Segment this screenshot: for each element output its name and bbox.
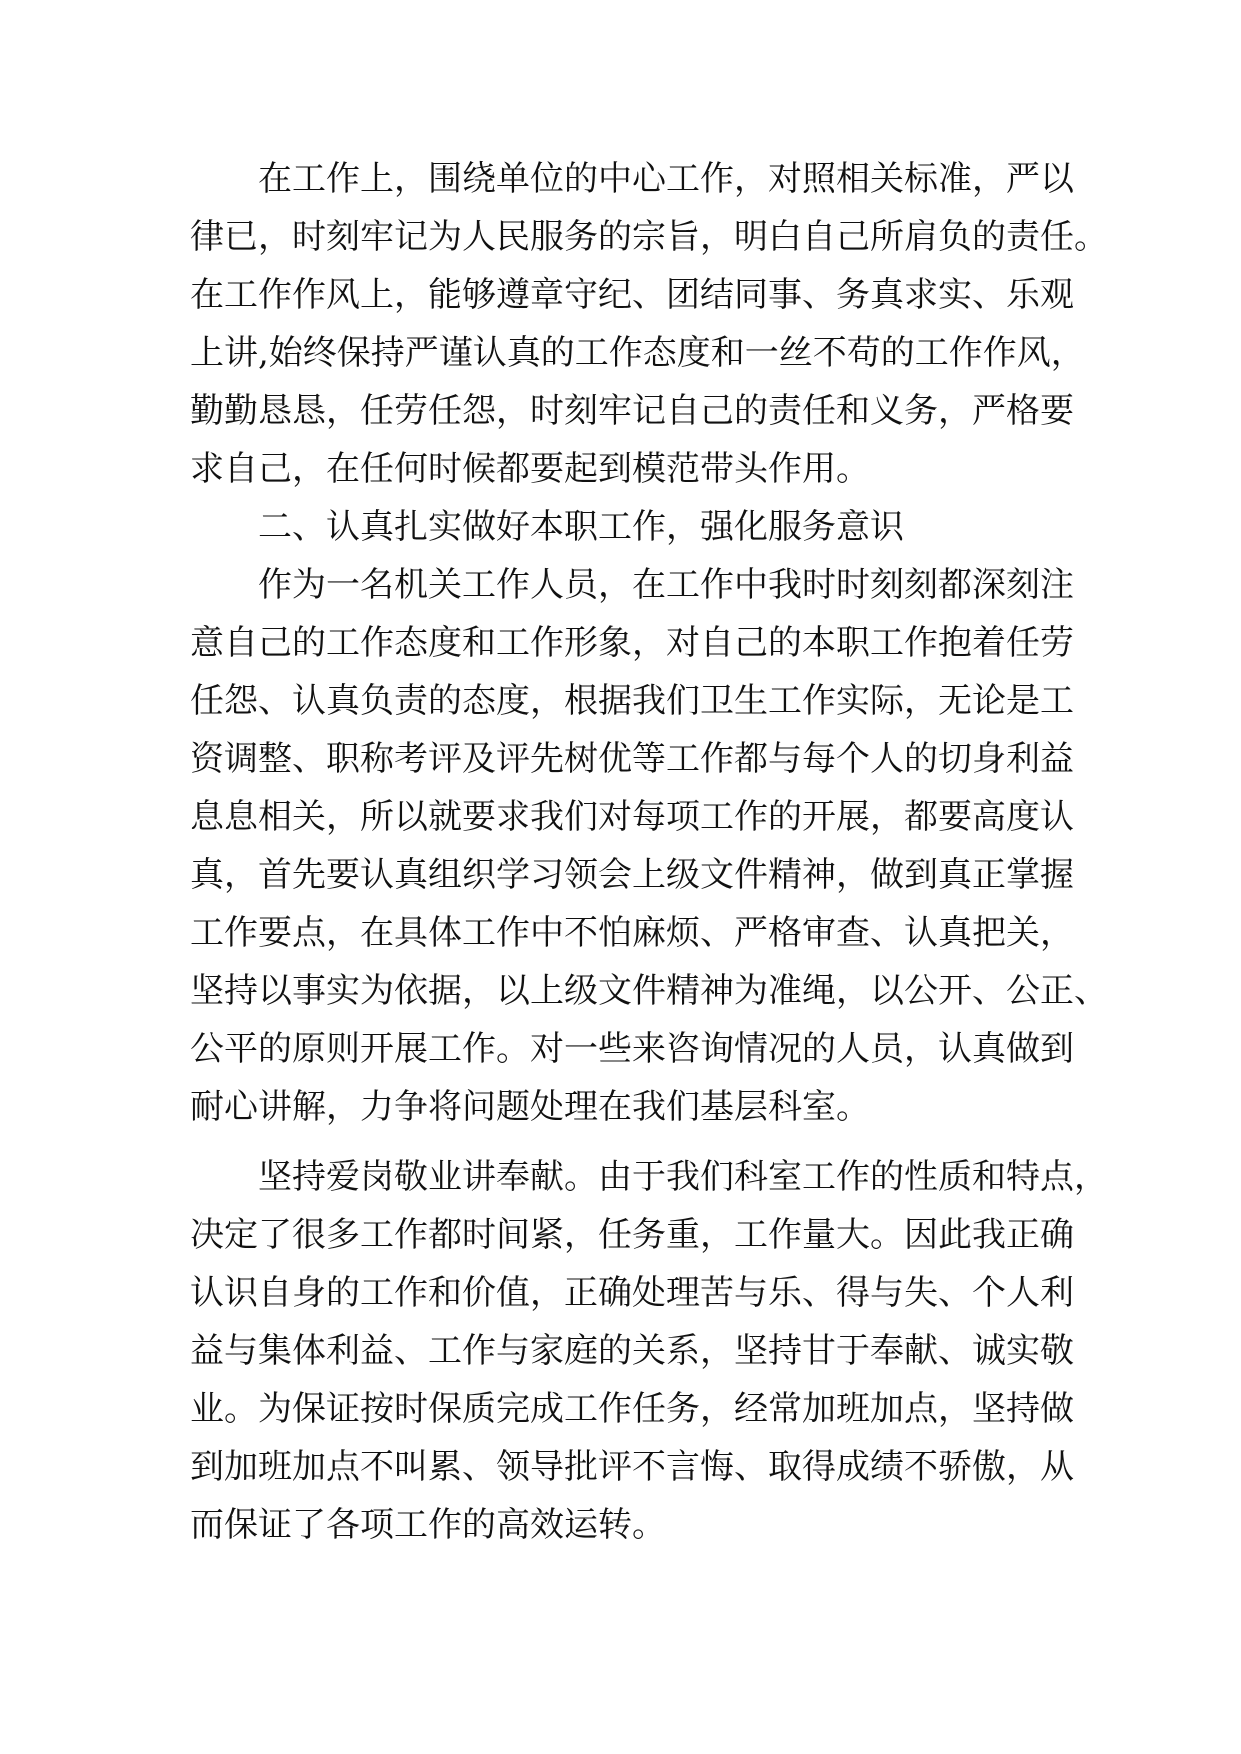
paragraph-dedication: [190, 1148, 1108, 1554]
text-line: 决定了很多工作都时间紧，任务重，工作量大。因此我正确: [190, 1215, 1074, 1255]
text-line: 工作要点，在具体工作中不怕麻烦、严格审查、认真把关，: [190, 913, 1074, 953]
text-line: 到加班加点不叫累、领导批评不言悔、取得成绩不骄傲，从: [190, 1447, 1074, 1487]
text-line: 任怨、认真负责的态度，根据我们卫生工作实际，无论是工: [190, 681, 1074, 721]
section-heading: [190, 498, 1050, 556]
text-line: 资调整、职称考评及评先树优等工作都与每个人的切身利益: [190, 739, 1074, 779]
text-line: 勤勤恳恳，任劳任怨，时刻牢记自己的责任和义务，严格要: [190, 391, 1074, 431]
paragraph-duty: [190, 556, 1108, 1136]
text-line: 息息相关，所以就要求我们对每项工作的开展，都要高度认: [190, 797, 1074, 837]
text-line: 在工作上，围绕单位的中心工作，对照相关标准，严以: [258, 159, 1074, 199]
text-line: 业。为保证按时保质完成工作任务，经常加班加点，坚持做: [190, 1389, 1074, 1429]
text-line: 意自己的工作态度和工作形象，对自己的本职工作抱着任劳: [190, 623, 1074, 663]
text-line: 而保证了各项工作的高效运转。: [190, 1505, 666, 1545]
text-line: 坚持以事实为依据，以上级文件精神为准绳，以公开、公正、: [190, 971, 1108, 1011]
text-line: 真，首先要认真组织学习领会上级文件精神，做到真正掌握: [190, 855, 1074, 895]
text-line: 律已，时刻牢记为人民服务的宗旨，明白自己所肩负的责任。: [190, 217, 1108, 257]
text-line: 求自己，在任何时候都要起到模范带头作用。: [190, 449, 870, 489]
document-body: [190, 150, 1108, 1554]
text-line: 上讲,始终保持严谨认真的工作态度和一丝不苟的工作作风，: [190, 333, 1085, 373]
text-line: 益与集体利益、工作与家庭的关系，坚持甘于奉献、诚实敬: [190, 1331, 1074, 1371]
text-line: 坚持爱岗敬业讲奉献。由于我们科室工作的性质和特点，: [258, 1157, 1108, 1197]
text-line: 公平的原则开展工作。对一些来咨询情况的人员，认真做到: [190, 1029, 1074, 1069]
text-line: 作为一名机关工作人员，在工作中我时时刻刻都深刻注: [258, 565, 1074, 605]
text-line: 认识自身的工作和价值，正确处理苦与乐、得与失、个人利: [190, 1273, 1074, 1313]
text-line: 耐心讲解，力争将问题处理在我们基层科室。: [190, 1087, 870, 1127]
paragraph-work-attitude: [190, 150, 1108, 498]
text-line: 在工作作风上，能够遵章守纪、团结同事、务真求实、乐观: [190, 275, 1074, 315]
section-heading-text: 二、认真扎实做好本职工作，强化服务意识: [258, 507, 904, 547]
paragraph-gap: [190, 1136, 1050, 1148]
